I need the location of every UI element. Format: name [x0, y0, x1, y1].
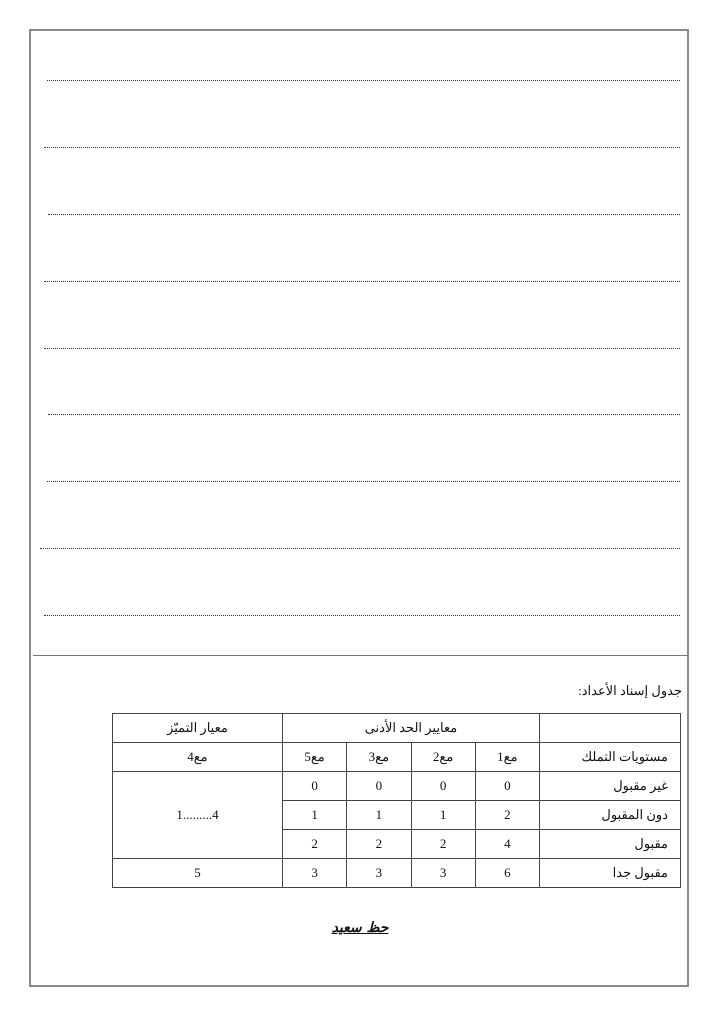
score-cell: 0	[282, 772, 346, 801]
table-row	[113, 772, 681, 801]
header-c1: مع1	[475, 743, 539, 772]
score-cell: 3	[411, 859, 475, 888]
answer-line[interactable]	[48, 414, 680, 415]
good-luck-text: حظ سعيد	[331, 920, 389, 936]
header-mastery-levels: مستويات التملك	[540, 743, 681, 772]
score-cell: 0	[475, 772, 539, 801]
header-c5: مع5	[282, 743, 346, 772]
header-excellence-criterion: معيار التميّز	[113, 714, 283, 743]
level-cell: مقبول	[540, 830, 681, 859]
score-cell: 6	[475, 859, 539, 888]
header-minimum-criteria: معايير الحد الأدنى	[282, 714, 539, 743]
score-cell: 0	[411, 772, 475, 801]
score-cell: 3	[282, 859, 346, 888]
score-cell: 5	[113, 859, 283, 888]
grading-caption: جدول إسناد الأعداد:	[578, 683, 682, 698]
header-c3: مع3	[347, 743, 411, 772]
score-cell: 4	[475, 830, 539, 859]
table-row	[113, 743, 681, 772]
section-divider	[33, 655, 688, 656]
answer-line[interactable]	[44, 348, 680, 349]
score-cell: 2	[347, 830, 411, 859]
header-levels-empty	[540, 714, 681, 743]
answer-line[interactable]	[47, 481, 680, 482]
level-cell: غير مقبول	[540, 772, 681, 801]
level-cell: دون المقبول	[540, 801, 681, 830]
table-row	[113, 859, 681, 888]
score-cell: 1	[282, 801, 346, 830]
score-cell: 3	[347, 859, 411, 888]
level-cell: مقبول جدا	[540, 859, 681, 888]
header-c2: مع2	[411, 743, 475, 772]
header-c4: مع4	[113, 743, 283, 772]
score-cell: 2	[411, 830, 475, 859]
score-cell: 2	[282, 830, 346, 859]
excellence-range-cell: 4.........1	[113, 772, 283, 859]
answer-line[interactable]	[44, 147, 680, 148]
table-row	[113, 714, 681, 743]
score-cell: 1	[347, 801, 411, 830]
answer-line[interactable]	[44, 615, 680, 616]
answer-line[interactable]	[47, 80, 680, 81]
answer-line[interactable]	[48, 214, 680, 215]
answer-line[interactable]	[40, 548, 680, 549]
score-cell: 2	[475, 801, 539, 830]
answer-line[interactable]	[44, 281, 680, 282]
score-cell: 1	[411, 801, 475, 830]
grading-table	[112, 713, 681, 888]
score-cell: 0	[347, 772, 411, 801]
